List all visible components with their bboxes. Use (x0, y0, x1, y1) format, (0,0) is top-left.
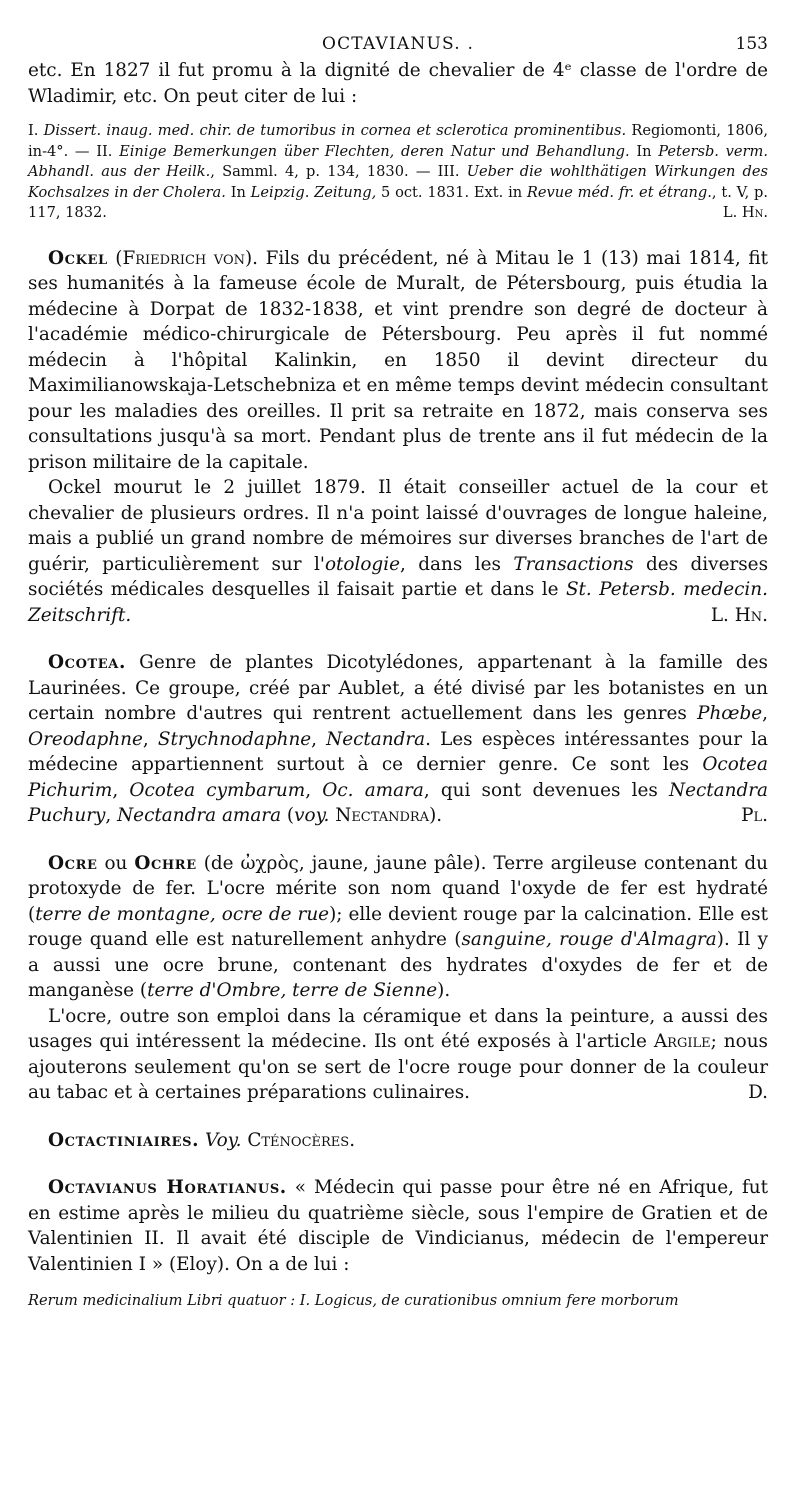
entry-ockel (28, 246, 768, 629)
page-header (28, 28, 768, 58)
entry-octavianus (28, 1175, 768, 1311)
entry-ocre-paragraph-1: Ocre ou Ochre (de ὠχρὸς, jaune, jaune pâle). Terre argileuse contenant du protoxyde de fer. L'ocre mérite son nom quand l'oxyde de fer est hydraté (terre de montagne, ocre de rue); elle devient rouge par la calcination. Elle est rouge quand elle est naturellement anhydre (sanguine, rouge d'Almagra). Il y a aussi une ocre brune, contenant des hydrates d'oxydes de fer et de manganèse (terre d'Ombre, terre de Sienne). (28, 852, 769, 1001)
headword: Octavianus Horatianus. (48, 1177, 287, 1198)
entry-octavianus-bibliography: Rerum medicinalium Libri quatuor : I. Logicus, de curationibus omnium fere morborum (28, 1292, 679, 1309)
continuation-paragraph: etc. En 1827 il fut promu à la dignité de chevalier de 4ᵉ classe de l'ordre de Wladimir, etc. On peut citer de lui : (28, 60, 768, 107)
headword-variant: Ochre (134, 852, 197, 874)
signature: D. (748, 1082, 768, 1103)
headword: Octactiniaires. (48, 1129, 200, 1151)
entry-ockel-paragraph-1: Ockel (Friedrich von). Fils du précédent, né à Mitau le 1 (13) mai 1814, fit ses humanités à la fameuse école de Muralt, de Pétersbourg, puis étudia la médecine à Dorpat de 1832-1838, et vint prendre son degré de docteur à l'académie médico-chirurgicale de Pétersbourg. Peu après il fut nommé médecin à l'hôpital Kalinkin, en 1850 il devint directeur du Maximilianowskaja-Letschebniza et en même temps devint médecin consultant pour les maladies des oreilles. Il prit sa retraite en 1872, mais conserva ses consultations jusqu'à sa mort. Pendant plus de trente ans il fut médecin de la prison militaire de la capitale. (28, 247, 768, 473)
entry-ocotea (28, 650, 768, 829)
dictionary-page (28, 28, 768, 1311)
headword: Ockel (48, 247, 108, 269)
entry-octavianus-paragraph: Octavianus Horatianus. « Médecin qui passe pour être né en Afrique, fut en estime après le milieu du quatrième siècle, sous l'empire de Gratien et de Valentinien II. Il avait été disciple de Vindicianus, médecin de l'empereur Valentinien I » (Eloy). On a de lui : (28, 1177, 769, 1275)
entry-ocre-paragraph-2: L'ocre, outre son emploi dans la céramique et dans la peinture, a aussi des usages qui intéressent la médecine. Ils ont été exposés à l'article Argile; nous ajouterons seulement qu'on se sert de l'ocre rouge pour donner de la couleur au tabac et à certaines préparations culinaires. D. (28, 1004, 768, 1106)
entry-ockel-paragraph-2: Ockel mourut le 2 juillet 1879. Il était conseiller actuel de la cour et chevalier de plusieurs ordres. Il n'a point laissé d'ouvrages de longue haleine, mais a publié un grand nombre de mémoires sur diverses branches de l'art de guérir, particulièrement sur l'otologie, dans les Transactions des diverses sociétés médicales desquelles il faisait partie et dans le St. Petersb. medecin. Zeitschrift. L. Hn. (28, 475, 768, 628)
entry-ocotea-paragraph: Ocotea. Genre de plantes Dicotylédones, appartenant à la famille des Laurinées. Ce groupe, créé par Aublet, a été divisé par les botanistes en un certain nombre d'autres qui rentrent actuellement dans les genres Phœbe, Oreodaphne, Strychnodaphne, Nectandra. Les espèces intéressantes pour la médecine appartiennent surtout à ce dernier genre. Ce sont les Ocotea Pichurim, Ocotea cymbarum, Oc. amara, qui sont devenues les Nectandra Puchury, Nectandra amara (voy. Nectandra). Pl. (28, 650, 768, 829)
headword: Ocotea. (48, 652, 126, 673)
entry-octactiniaires-paragraph: Octactiniaires. Voy. Cténocères. (48, 1129, 356, 1151)
headword: Ocre (48, 852, 98, 874)
signature: Pl. (741, 805, 768, 826)
bibliography-ockel-senior: I. Dissert. inaug. med. chir. de tumoribus in cornea et sclerotica prominentibus. Regiomonti, 1806, in-4°. — II. Einige Bemerkungen über Flechten, deren Natur und Behandlung. In Petersb. verm. Abhandl. aus der Heilk., Samml. 4, p. 134, 1830. — III. Ueber die wohlthätigen Wirkungen des Kochsalzes in der Cholera. In Leipzig. Zeitung, 5 oct. 1831. Ext. in Revue méd. fr. et étrang., t. V, p. 117, 1832. L. Hn. (28, 121, 768, 224)
signature: L. Hn. (710, 604, 768, 626)
signature: L. Hn. (722, 204, 768, 221)
page-number: 153 (735, 34, 768, 54)
entry-octactiniaires (28, 1128, 768, 1154)
entry-ocre (28, 851, 768, 1106)
running-head: OCTAVIANUS. . (321, 34, 475, 54)
